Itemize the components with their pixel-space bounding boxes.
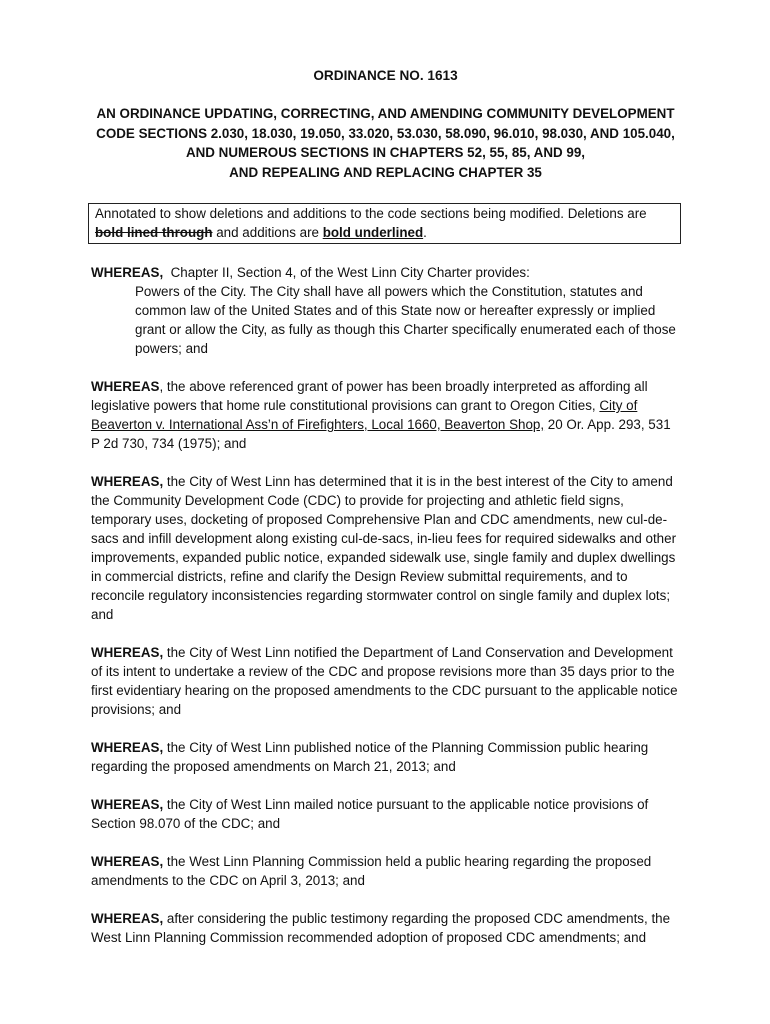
whereas-keyword: WHEREAS, (91, 911, 164, 926)
clause-text: the City of West Linn notified the Department of Land Conservation and Development of its intent to undertake a review of the CDC and propose revisions more than 35 days prior to the first evidentiary hearing on the proposed amendments to the CDC pursuant to the applicable notice provisions; and (91, 645, 678, 717)
clause-text: Chapter II, Section 4, of the West Linn City Charter provides: (163, 265, 530, 280)
whereas-keyword: WHEREAS, (91, 740, 164, 755)
title-line: AN ORDINANCE UPDATING, CORRECTING, AND AMENDING COMMUNITY DEVELOPMENT (96, 106, 675, 121)
title-line: AND REPEALING AND REPLACING CHAPTER 35 (229, 164, 542, 180)
clause-text: after considering the public testimony regarding the proposed CDC amendments, the West Linn Planning Commission recommended adoption of proposed CDC amendments; and (91, 911, 671, 945)
whereas-keyword: WHEREAS, (91, 797, 164, 812)
whereas-clause (91, 738, 680, 776)
whereas-clause (91, 263, 680, 282)
whereas-clause (91, 643, 680, 719)
clause-text: the City of West Linn mailed notice pursuant to the applicable notice provisions of Section 98.070 of the CDC; and (91, 797, 649, 831)
whereas-keyword: WHEREAS, (91, 645, 164, 660)
title-line: CODE SECTIONS 2.030, 18.030, 19.050, 33.020, 53.030, 58.090, 96.010, 98.030, AND 105.040, (96, 125, 675, 141)
whereas-keyword: WHEREAS, (91, 854, 164, 869)
whereas-clause (91, 852, 680, 890)
title-line: AND NUMEROUS SECTIONS IN CHAPTERS 52, 55, 85, AND 99, (185, 145, 586, 160)
whereas-clause (91, 472, 680, 624)
annotation-note-box (88, 203, 681, 244)
ordinance-title (91, 104, 680, 182)
whereas-keyword: WHEREAS, (91, 474, 164, 489)
annotation-text: . (423, 225, 427, 240)
whereas-clause (91, 909, 680, 947)
clause-text: the City of West Linn has determined that it is in the best interest of the City to amend the Community Development Code (CDC) to provide for projecting and athletic field signs, temporary uses, docketing of proposed Comprehensive Plan and CDC amendments, new cul-de-sacs and infill development along existing cul-de-sacs, in-lieu fees for required sidewalks and other improvements, expanded public notice, expanded sidewalk use, single family and duplex dwellings in commercial districts, refine and clarify the Design Review submittal requirements, and to reconcile regulatory inconsistencies regarding stormwater control on single family and duplex lots; and (91, 474, 677, 622)
annotation-text: Annotated to show deletions and additions to the code sections being modified. Deletions are (95, 206, 647, 221)
whereas-keyword: WHEREAS, (91, 265, 164, 280)
whereas-clause (91, 795, 680, 833)
case-citation: City of Beaverton v. International Ass’n of Firefighters, Local 1660, Beaverton Shop, (91, 398, 638, 432)
clause-text: the City of West Linn published notice of the Planning Commission public hearing regarding the proposed amendments on March 21, 2013; and (91, 740, 649, 774)
clause-text: 20 Or. App. 293, 531 P 2d 730, 734 (1975); and (91, 417, 671, 451)
whereas-clause (91, 377, 680, 453)
charter-quote: Powers of the City. The City shall have all powers which the Constitution, statutes and common law of the United States and of this State now or hereafter expressly or implied grant or allow the City, as fully as though this Charter specifically enumerated each of those powers; and (135, 284, 676, 356)
addition-format-sample: bold underlined (322, 225, 424, 240)
ordinance-number: ORDINANCE NO. 1613 (313, 68, 458, 83)
clause-text: , the above referenced grant of power has been broadly interpreted as affording all legislative powers that home rule constitutional provisions can grant to Oregon Cities, (91, 379, 648, 413)
annotation-text: and additions are (212, 225, 323, 240)
clause-text: the West Linn Planning Commission held a public hearing regarding the proposed amendments to the CDC on April 3, 2013; and (91, 854, 652, 888)
whereas-keyword: WHEREAS (91, 379, 160, 394)
deletion-format-sample: bold lined through (95, 225, 213, 240)
